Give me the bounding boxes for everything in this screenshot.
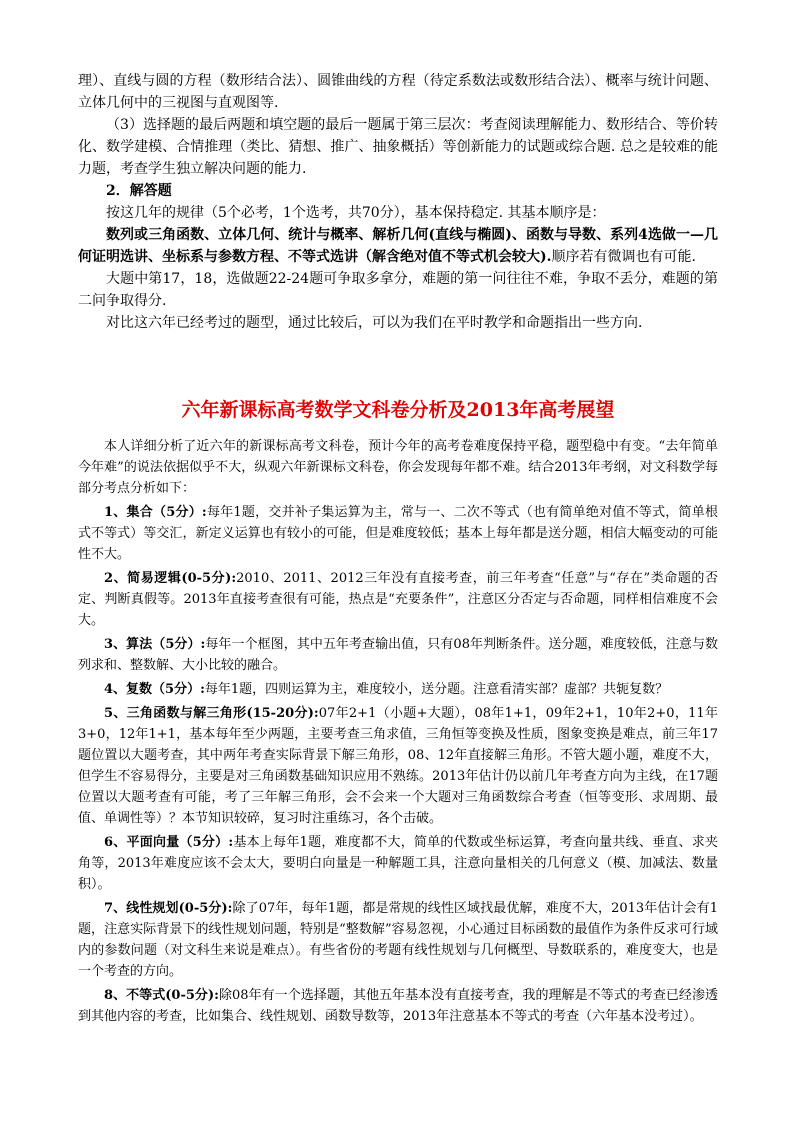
section-algorithm: [78, 634, 718, 676]
order-intro: 按这几年的规律（5个必考，1个选考，共70分），基本保持稳定. 其基本顺序是：: [106, 205, 606, 221]
order-bold-text: 数列或三角函数、立体几何、统计与概率、解析几何(直线与椭圆)、函数与导数、系列4选做一—几何证明选讲、坐标系与参数方程、不等式选讲（解含绝对值不等式机会较大).: [78, 227, 718, 265]
section-body: 每年1题，交并补子集运算为主，常与一、二次不等式（也有简单绝对值不等式，简单根式不等式）等交汇，新定义运算也有较小的可能，但是难度较低；基本上每年都是送分题，相信大幅变动的可能性不大。: [78, 505, 718, 562]
section-trig: [78, 703, 718, 829]
section-inequality: [78, 985, 718, 1027]
section-vectors: [78, 832, 718, 895]
section-head: 3、算法（5分）:: [104, 637, 206, 652]
intro-paragraph: 本人详细分析了近六年的新课标高考文科卷，预计今年的高考卷难度保持平稳，题型稳中有变。“去年简单今年难”的说法依据似乎不大，纵观六年新课标文科卷，你会发现每年都不难。结合2013年考纲，对文科数学每部分考点分析如下：: [78, 439, 718, 496]
document-page: [78, 70, 718, 1027]
section-body: 每年1题，四则运算为主，难度较小，送分题。注意看清实部？虚部？共轭复数？: [204, 682, 669, 697]
section-body: 2010、2011、2012三年没有直接考查，前三年考查“任意”与“存在”类命题的否定、判断真假等。2013年直接考查很有可能，热点是“充要条件”，注意区分否定与否命题，同样相信难度不会大。: [78, 571, 718, 628]
section-head: 4、复数（5分）:: [104, 682, 205, 697]
section-head: 2、简易逻辑(0-5分):: [104, 571, 237, 586]
section-head: 8、不等式(0-5分):: [104, 988, 219, 1003]
section-sets: [78, 502, 718, 565]
compare-paragraph: 对比这六年已经考过的题型，通过比较后，可以为我们在平时教学和命题指出一些方向.: [106, 315, 643, 331]
section-head: 7、线性规划(0-5分):: [104, 901, 233, 916]
order-paragraph: [78, 224, 718, 268]
advice-paragraph: 大题中第17，18，选做题22-24题可争取多拿分，难题的第一问往往不难，争取不丢分，难题的第二问争取得分.: [78, 271, 718, 309]
section-body: 除了07年，每年1题，都是常规的线性区域找最优解，难度不大，2013年估计会有1题，注意实际背景下的线性规划问题，特别是“整数解”容易忽视，小心通过目标函数的最值作为条件反求可行域内的参数问题（对文科生来说是难点）。有些省份的考题有线性规划与几何概型、导数联系的，难度变大，也是一个考查的方向。: [78, 901, 719, 979]
article-title: 六年新课标高考数学文科卷分析及2013年高考展望: [181, 399, 615, 421]
section-body: 基本上每年1题，难度都不大，简单的代数或坐标运算，考查向量共线、垂直、求夹角等，2013年难度应该不会太大，要明白向量是一种解题工具，注意向量相关的几何意义（模、加减法、数量积）。: [78, 835, 718, 892]
continued-paragraph: 理）、直线与圆的方程（数形结合法）、圆锥曲线的方程（待定系数法或数形结合法）、概率与统计问题、立体几何中的三视图与直观图等.: [78, 73, 718, 111]
section-heading-answer-questions: 2．解答题: [106, 183, 172, 199]
section-body: 07年2+1（小题+大题），08年1+1，09年2+1，10年2+0，11年3+0，12年1+1，基本每年至少两题，主要考查三角求值，三角恒等变换及性质，图象变换是难点，前三年17题位置以大题考查，其中两年考查实际背景下解三角形，08、12年直接解三角形。不管大题小题，难度不大，但学生不容易得分，主要是对三角函数基础知识应用不熟练。2013年估计仍以前几年考查方向为主线，在17题位置以大题考查有可能，考了三年解三角形，会不会来一个大题对三角函数综合考查（恒等变形、求周期、最值、单调性等）？本节知识较碎，复习时注重练习，各个击破。: [78, 706, 718, 826]
section-body: 除08年有一个选择题，其他五年基本没有直接考查，我的理解是不等式的考查已经渗透到其他内容的考查，比如集合、线性规划、函数导数等，2013年注意基本不等式的考查（六年基本没考过）。: [78, 988, 718, 1024]
section-complex: [78, 679, 718, 700]
section-linear-programming: [78, 898, 718, 982]
section-body: 每年一个框图，其中五年考查输出值，只有08年判断条件。送分题，难度较低，注意与数列求和、整数解、大小比较的融合。: [78, 637, 718, 673]
section-head: 1、集合（5分）:: [104, 505, 207, 520]
item-3-paragraph: （3）选择题的最后两题和填空题的最后一题属于第三层次：考查阅读理解能力、数形结合、等价转化、数学建模、合情推理（类比、猜想、推广、抽象概括）等创新能力的试题或综合题. 总之是较难的能力题，考查学生独立解决问题的能力.: [78, 117, 718, 177]
section-logic: [78, 568, 718, 631]
section-head: 5、三角函数与解三角形(15-20分):: [104, 706, 319, 721]
section-head: 6、平面向量（5分）:: [104, 835, 234, 850]
order-tail-text: 顺序若有微调也有可能.: [551, 249, 696, 265]
